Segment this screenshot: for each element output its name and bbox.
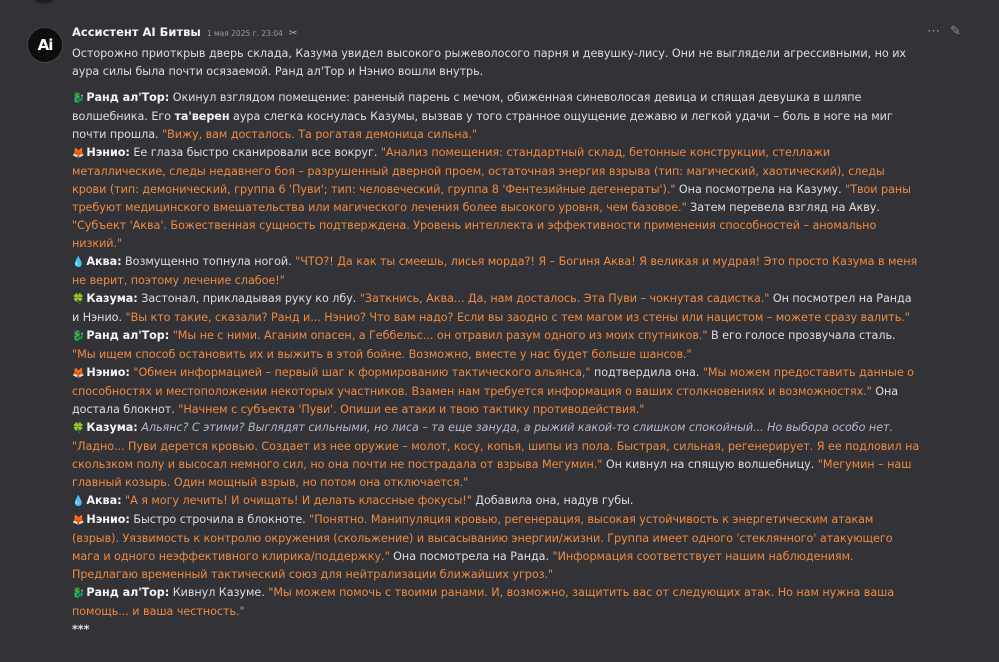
narration-text: Застонал, прикладывая руку ко лбу. (141, 292, 360, 305)
speaker-name: Аква: (86, 255, 122, 268)
narration-text: Она посмотрела на Казуму. (675, 183, 846, 196)
speaker-emoji: 💧 (72, 496, 85, 507)
narration-text: Она посмотрела на Ранда. (389, 550, 553, 563)
pencil-icon[interactable]: ✎ (950, 24, 961, 39)
timestamp[interactable]: 1 мая 2025 г. 23:04 (206, 29, 283, 38)
quote-text: "Твои раны требуют медицинского вмешательства или магического лечения более высокого уровня, чем базовое." (72, 183, 911, 214)
speaker-emoji: 🍀 (72, 423, 85, 434)
message-header (72, 25, 297, 41)
dialogue-line (72, 290, 922, 327)
speaker-emoji: 🦊 (72, 515, 85, 526)
quote-text: "Вижу, вам досталось. Та рогатая демоница сильна." (162, 128, 477, 141)
quote-text: "Субъект 'Аква'. Божественная сущность подтверждена. Уровень интеллекта и эффективности применения способностей – аномально низкий." (72, 219, 877, 250)
quote-text: "Заткнись, Аква... Да, нам досталось. Эта Пуви – чокнутая садистка." (359, 292, 770, 305)
narration-text: Добавила она, надув губы. (471, 494, 634, 507)
speaker-name: Нэнио: (86, 513, 130, 526)
quote-text: "Мы можем помочь с твоими ранами. И, возможно, защитить вас от следующих атак. Но нам нужна ваша помощь... и ваша честность." (72, 586, 895, 618)
quote-text: "Начнем с субъекта 'Пуви'. Опиши ее атаки и твою тактику противодействия." (178, 403, 645, 416)
narration-text: подтвердила она. (590, 366, 703, 379)
speaker-name: Ранд ал'Тор: (86, 91, 170, 104)
quote-text: "ЧТО?! Да как ты смеешь, лисья морда?! Я – Богиня Аква! Я великая и мудрая! Это просто Казума в меня не верит, поэтому лечение слабое!" (72, 255, 918, 287)
quote-text: "Мы не с ними. Аганим опасен, а Геббельс... он отравил разум одного из моих спутников." (172, 329, 708, 342)
dialogue-line (72, 419, 922, 492)
separator: *** (72, 623, 90, 636)
avatar-text: Ai (37, 36, 53, 54)
quote-text: "Информация соответствует нашим наблюдениям. Предлагаю временный тактический союз для нейтрализации ближайших угроз." (72, 550, 854, 581)
dialogue-line (72, 511, 922, 584)
narration-text: В его голосе прозвучала сталь. (707, 329, 896, 342)
speaker-name: Ранд ал'Тор: (86, 586, 170, 599)
speaker-emoji: 🐉 (72, 331, 85, 342)
quote-text: "Ладно... Пуви дерется кровью. Создает из нее оружие – молот, косу, копья, шипы из пола. Быстрая, сильная, регенерирует. Я ее подловил на скользком полу и высосал немного сил, но она почти не пострадала от взрыва Мегумин." (72, 440, 920, 471)
speaker-name: Нэнио: (86, 366, 130, 379)
speaker-emoji: 🦊 (72, 368, 85, 379)
narration-text: аура слегка коснулась Казумы, вызвав у того странное ощущение дежавю и легкой удачи – боль в ноге на миг почти прошла. (72, 110, 893, 141)
message-actions (927, 24, 961, 39)
narration-text: Он посмотрел на Ранда и Нэнио. (72, 292, 912, 324)
quote-text: "А я могу лечить! И очищать! И делать классные фокусы!" (125, 494, 472, 507)
quote-text: "Обмен информацией – первый шаг к формированию тактического альянса," (133, 366, 591, 379)
dialogue-line (72, 327, 922, 364)
dialogue-line (72, 364, 922, 419)
speaker-name: Аква: (86, 494, 122, 507)
quote-text: "Мегумин – наш главный козырь. Один мощный взрыв, но потом она отключается." (72, 458, 912, 489)
speaker-name: Казума: (86, 292, 138, 305)
narration-text: Затем перевела взгляд на Акву. (686, 201, 880, 214)
message-content (72, 45, 922, 639)
dialogue-line (72, 89, 922, 144)
quote-text: "Мы ищем способ остановить их и выжить в этой бойне. Возможно, вместе у нас будет больше шансов." (72, 348, 692, 361)
dialogue-line (72, 584, 922, 621)
quote-text: "Анализ помещения: стандартный склад, бетонные конструкции, стеллажи металлические, следы недавнего боя – разрушенный дверной проем, остаточная энергия взрыва (тип: магический, хаотический), следы крови (тип: демонический, группа 6 'Пуви'; тип: человеческий, группа 8 'Фентезийные дегенераты')." (72, 146, 885, 196)
narration-text: та'верен (174, 110, 230, 123)
speaker-emoji: 🐉 (72, 588, 85, 599)
speaker-emoji: 🐉 (72, 93, 85, 104)
narration-text: Она достала блокнот. (72, 385, 899, 416)
dialogue-line (72, 492, 922, 511)
speaker-name: Ранд ал'Тор: (86, 329, 170, 342)
narration-text: Окинул взглядом помещение: раненый парень с мечом, обиженная синеволосая девица и спящая девушка в шляпе волшебника. Его (72, 91, 862, 123)
speaker-emoji: 🦊 (72, 148, 85, 159)
narration-text: Возмущенно топнула ногой. (125, 255, 296, 268)
intro-paragraph: Осторожно приоткрыв дверь склада, Казума увидел высокого рыжеволосого парня и девушку-лису. Они не выглядели агрессивными, но их аура силы была почти осязаемой. Ранд ал'Тор и Нэнио вошли внутрь. (72, 47, 906, 78)
speaker-name: Нэнио: (86, 146, 130, 159)
scissors-icon: ✂ (288, 28, 298, 39)
narration-text: Быстро строчила в блокноте. (133, 513, 310, 526)
quote-text: "Мы можем предоставить данные о способностях и местоположении некоторых участников. Взамен нам требуется информация о ваших столкновениях и возможностях." (72, 366, 914, 398)
speaker-emoji: 💧 (72, 257, 85, 268)
more-icon[interactable]: ⋯ (927, 24, 941, 39)
avatar[interactable] (27, 27, 63, 63)
dialogue-line (72, 144, 922, 253)
narration-text: Он кивнул на спящую волшебницу. (602, 458, 818, 471)
speaker-name: Казума: (86, 421, 138, 434)
narration-text: Альянс? С этими? Выглядят сильными, но лиса – та еще зануда, а рыжий какой-то слишком спокойный... Но выбора особо нет. (141, 421, 893, 434)
narration-text: Кивнул Казуме. (172, 586, 269, 599)
narration-text: Ее глаза быстро сканировали все вокруг. (133, 146, 381, 159)
speaker-emoji: 🍀 (72, 294, 85, 305)
quote-text: "Понятно. Манипуляция кровью, регенерация, высокая устойчивость к энергетическим атакам (взрыв). Уязвимость к контролю окружения (скольжение) и высасыванию энергии/жизни. Группа имеет одного 'стеклянного' атакующего мага и одного неэффективного клирика/поддержку." (72, 513, 893, 563)
quote-text: "Вы кто такие, сказали? Ранд и... Нэнио? Что вам надо? Если вы заодно с тем магом из стены или нацистом – можете сразу валить." (125, 311, 910, 324)
dialogue-lines (72, 89, 922, 621)
username[interactable]: Ассистент AI Битвы (72, 25, 201, 39)
previous-avatar-edge (30, 0, 58, 4)
dialogue-line (72, 253, 922, 290)
